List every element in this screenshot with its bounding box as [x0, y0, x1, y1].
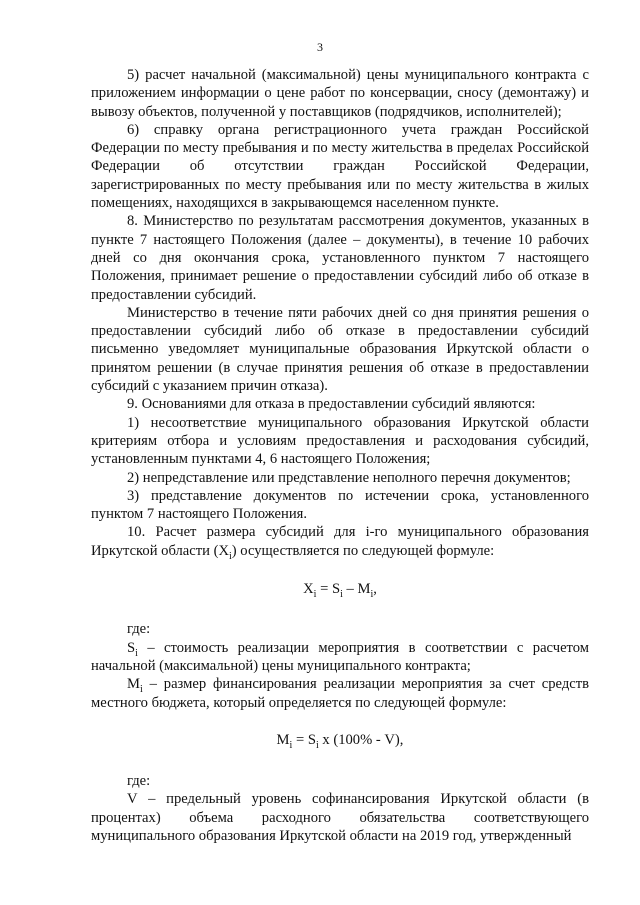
formula-s-sub: i — [340, 588, 343, 600]
paragraph-section-10-tail: ) осуществляется по следующей формуле: — [231, 542, 495, 559]
formula-m-sub: i — [370, 588, 374, 600]
definition-si-text: – стоимость реализации мероприятия в соответствии с расчетом начальной (максимальной) цены муниципального контракта; — [91, 639, 589, 674]
formula-tail: , — [373, 581, 377, 598]
definition-mi-text: – размер финансирования реализации мероприятия за счет средств местного бюджета, который определяется по следующей формуле: — [91, 676, 589, 711]
formula-s: = S — [316, 581, 341, 598]
paragraph-section-9: 9. Основаниями для отказа в предоставлении субсидий являются: — [127, 396, 536, 413]
where-label-1: где: — [127, 621, 151, 638]
definition-si — [91, 639, 589, 676]
paragraph-item-5: 5) расчет начальной (максимальной) цены муниципального контракта с приложением информации о цене работ по консервации, сносу (демонтажу) и вывозу объектов, полученной у поставщиков (подрядчиков, исполнителей); — [91, 67, 589, 120]
paragraph-item-6: 6) справку органа регистрационного учета граждан Российской Федерации по месту пребывания и по месту жительства в пределах Российской Федерации об отсутствии граждан Российской Федерации, зарегистрированных по месту пребывания или по месту жительства в жилых помещениях, находящихся в закрывающемся населенном пункте. — [91, 121, 589, 212]
page-number: 3 — [317, 40, 323, 54]
definition-si-sub: i — [135, 647, 138, 659]
paragraph-notification: Министерство в течение пяти рабочих дней со дня принятия решения о предоставлении субсидий либо об отказе в предоставлении субсидий письменно уведомляет муниципальные образования Иркутской области о принятом решении (в случае принятия решения об отказе в предоставлении субсидий с указанием причин отказа). — [91, 304, 589, 395]
paragraph-section-10-text: 10. Расчет размера субсидий для i-го муниципального образования Иркутской области (X — [91, 524, 589, 559]
formula2-s-sub: i — [315, 739, 319, 751]
paragraph-section-8: 8. Министерство по результатам рассмотрения документов, указанных в пункте 7 настоящего Положения (далее – документы), в течение 10 рабочих дней со дня окончания срока, установленного пунктом 7 настоящего Положения, принимает решение о предоставлении субсидий либо об отказе в предоставлении субсидий. — [91, 213, 589, 303]
definition-mi-symbol: M — [127, 676, 140, 693]
formula2-m-sub: i — [289, 739, 293, 751]
document-body — [91, 66, 589, 845]
formula2-s: = S — [292, 731, 316, 748]
definition-mi — [91, 675, 589, 712]
definition-v: V – предельный уровень софинансирования Иркутской области (в процентах) объема расходного обязательства соответствующего муниципального образования Иркутской области на 2019 год, утвержденный — [91, 791, 589, 844]
formula-mi — [91, 731, 589, 749]
formula-x: X — [303, 581, 314, 598]
formula-x-sub: i — [313, 588, 317, 600]
formula2-tail: х (100% - V), — [318, 731, 404, 748]
paragraph-refusal-2: 2) непредставление или представление неполного перечня документов; — [127, 469, 571, 486]
formula-xi — [91, 580, 589, 598]
definition-mi-sub: i — [139, 684, 143, 696]
formula-m: – M — [342, 581, 371, 598]
paragraph-section-10 — [91, 523, 589, 560]
subscript-i: i — [229, 550, 232, 562]
paragraph-refusal-1: 1) несоответствие муниципального образования Иркутской области критериям отбора и условиям предоставления и расходования субсидий, установленным пунктами 4, 6 настоящего Положения; — [91, 414, 589, 468]
definition-si-symbol: S — [127, 639, 136, 656]
where-label-2: где: — [127, 773, 151, 790]
formula2-m: M — [276, 731, 290, 748]
paragraph-refusal-3: 3) представление документов по истечении срока, установленного пунктом 7 настоящего Положения. — [91, 487, 589, 523]
